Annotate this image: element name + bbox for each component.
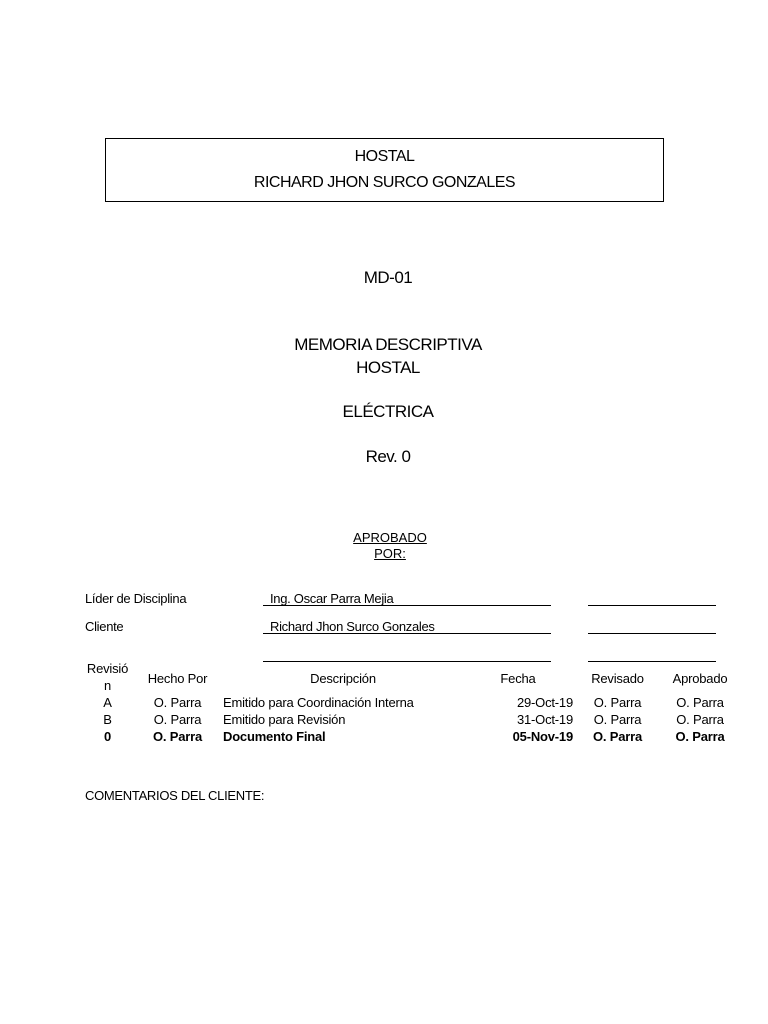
header-revisado: Revisado xyxy=(591,671,644,686)
cell-rev: A xyxy=(103,695,112,710)
approved-by-line1: APROBADO xyxy=(353,530,427,545)
document-title-line2: HOSTAL xyxy=(356,358,420,377)
header-aprobado: Aprobado xyxy=(672,671,728,686)
approved-by-line2: POR: xyxy=(374,546,406,561)
signature-name-client: Richard Jhon Surco Gonzales xyxy=(270,619,435,634)
cell-desc: Documento Final xyxy=(223,729,326,744)
table-row xyxy=(80,711,740,728)
signature-name-discipline-lead: Ing. Oscar Parra Mejia xyxy=(270,591,394,606)
signature-line-discipline-lead xyxy=(263,605,551,606)
document-revision: Rev. 0 xyxy=(365,447,411,466)
signature-label-client: Cliente xyxy=(85,619,124,634)
revision-table xyxy=(80,660,740,745)
cell-hecho: O. Parra xyxy=(153,712,202,727)
table-row xyxy=(80,694,740,711)
cell-fecha: 31-Oct-19 xyxy=(516,712,573,727)
header-revision-line2: n xyxy=(103,678,112,693)
header-revision xyxy=(80,660,135,694)
signature-line-discipline-lead-approval xyxy=(588,605,716,606)
signature-line-client-approval xyxy=(588,633,716,634)
cell-rev: 0 xyxy=(103,729,112,744)
cell-rev: B xyxy=(103,712,112,727)
cell-aprobado: O. Parra xyxy=(676,712,724,727)
header-descripcion: Descripción xyxy=(310,671,376,686)
cell-revisado: O. Parra xyxy=(593,712,642,727)
cell-aprobado: O. Parra xyxy=(676,695,724,710)
cell-fecha: 05-Nov-19 xyxy=(512,729,573,744)
client-comments-label: COMENTARIOS DEL CLIENTE: xyxy=(85,788,265,803)
cell-aprobado: O. Parra xyxy=(675,729,725,744)
header-fecha: Fecha xyxy=(500,671,536,686)
document-title-line1: MEMORIA DESCRIPTIVA xyxy=(294,335,482,354)
signature-line-client xyxy=(263,633,551,634)
project-title-line1: HOSTAL xyxy=(354,148,415,165)
cell-hecho: O. Parra xyxy=(153,695,202,710)
project-title-box xyxy=(105,138,664,202)
document-discipline: ELÉCTRICA xyxy=(342,402,434,421)
cell-fecha: 29-Oct-19 xyxy=(516,695,573,710)
approved-by-label xyxy=(340,530,440,562)
cell-revisado: O. Parra xyxy=(593,729,642,744)
project-title-line2: RICHARD JHON SURCO GONZALES xyxy=(253,174,516,191)
table-row xyxy=(80,728,740,745)
revision-table-header xyxy=(80,660,740,694)
cell-desc: Emitido para Coordinación Interna xyxy=(223,695,414,710)
cell-revisado: O. Parra xyxy=(593,695,642,710)
document-code: MD-01 xyxy=(363,268,413,287)
header-hecho-por: Hecho Por xyxy=(147,671,208,686)
header-revision-line1: Revisió xyxy=(86,661,129,676)
signature-label-discipline-lead: Líder de Disciplina xyxy=(85,591,187,606)
cell-hecho: O. Parra xyxy=(153,729,202,744)
cell-desc: Emitido para Revisión xyxy=(223,712,346,727)
